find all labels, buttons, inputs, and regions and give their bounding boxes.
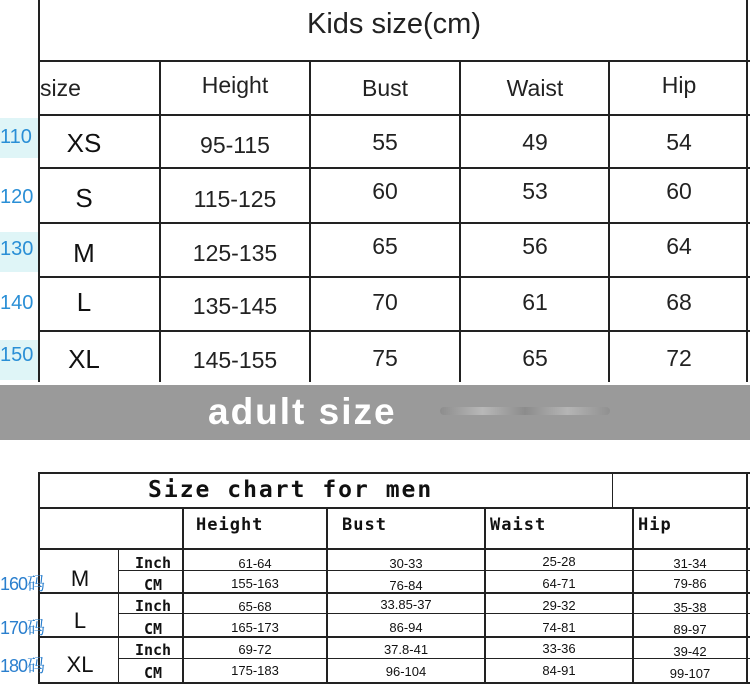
table-border [38, 60, 40, 382]
side-tag: 160码 [0, 574, 45, 594]
row-bust: 60 [372, 178, 398, 204]
value-waist: 29-32 [542, 598, 576, 613]
row-height: 115-125 [193, 186, 277, 212]
header-size: size [40, 75, 81, 101]
table-border [38, 472, 750, 474]
header-bust: Bust [361, 75, 409, 101]
value-bust: 76-84 [389, 578, 423, 593]
row-bust: 65 [372, 233, 398, 259]
side-tag: 180码 [0, 656, 45, 676]
value-waist: 84-91 [542, 663, 576, 678]
header-hip: Hip [638, 515, 672, 535]
men-size-table [38, 472, 750, 686]
row-hip: 72 [666, 345, 692, 371]
row-waist: 49 [522, 129, 548, 155]
value-hip: 89-97 [673, 622, 707, 637]
table-border [38, 167, 750, 169]
value-bust: 30-33 [389, 556, 423, 571]
table-border [38, 548, 750, 550]
table-border [484, 507, 486, 684]
value-bust: 96-104 [385, 664, 427, 679]
group-size: M [70, 566, 90, 591]
value-hip: 39-42 [673, 644, 707, 659]
side-tag: 150 [0, 344, 34, 366]
value-height: 61-64 [238, 556, 272, 571]
table-border [38, 276, 750, 278]
table-border [38, 682, 750, 684]
unit-label: CM [143, 620, 163, 638]
side-tag: 140 [0, 292, 34, 314]
unit-label: CM [143, 576, 163, 594]
header-bust: Bust [342, 515, 387, 535]
header-height: Height [201, 72, 269, 98]
value-bust: 33.85-37 [380, 597, 432, 612]
row-height: 145-155 [192, 347, 278, 373]
table-border [326, 507, 328, 684]
table-border [182, 507, 184, 684]
value-hip: 31-34 [673, 556, 707, 571]
banner-title: adult size [208, 391, 397, 432]
row-height: 95-115 [200, 132, 270, 158]
side-tag: 170码 [0, 618, 45, 638]
row-hip: 64 [666, 233, 692, 259]
row-waist: 53 [522, 178, 548, 204]
unit-label: Inch [134, 597, 172, 615]
row-height: 135-145 [192, 293, 278, 319]
value-hip: 35-38 [673, 600, 707, 615]
value-height: 69-72 [238, 642, 272, 657]
header-height: Height [196, 515, 264, 535]
table-border [118, 548, 119, 684]
table-border [459, 62, 461, 382]
header-waist: Waist [490, 515, 547, 535]
unit-label: Inch [134, 554, 172, 572]
table-border [38, 222, 750, 224]
row-bust: 70 [372, 289, 398, 315]
value-height: 165-173 [231, 620, 279, 635]
value-waist: 25-28 [542, 554, 576, 569]
row-bust: 75 [372, 345, 398, 371]
table-border [608, 62, 610, 382]
table-border [746, 472, 748, 684]
value-waist: 74-81 [542, 620, 576, 635]
value-height: 65-68 [238, 599, 272, 614]
value-waist: 33-36 [542, 641, 576, 656]
value-hip: 79-86 [673, 576, 707, 591]
table-border [38, 114, 750, 116]
row-size: M [73, 238, 95, 268]
table-border [38, 60, 750, 62]
header-hip: Hip [661, 72, 697, 98]
unit-label: CM [143, 664, 163, 682]
side-tag: 110 [0, 126, 32, 148]
row-waist: 61 [522, 289, 548, 315]
group-size: XL [66, 652, 94, 677]
table-border [38, 330, 750, 332]
row-waist: 65 [522, 345, 548, 371]
row-height: 125-135 [192, 240, 278, 266]
row-waist: 56 [522, 233, 548, 259]
row-hip: 68 [666, 289, 692, 315]
row-size: XL [68, 344, 100, 374]
value-bust: 86-94 [389, 620, 423, 635]
row-hip: 54 [666, 129, 692, 155]
men-table-title: Size chart for men [148, 477, 434, 503]
row-size: L [76, 287, 92, 317]
value-bust: 37.8-41 [383, 642, 429, 657]
value-waist: 64-71 [542, 576, 576, 591]
row-bust: 55 [372, 129, 398, 155]
kids-table-title: Kids size(cm) [306, 8, 481, 40]
table-border [159, 62, 161, 382]
side-tag: 120 [0, 186, 34, 208]
group-size: L [73, 608, 87, 633]
row-size: XS [66, 128, 102, 158]
value-height: 155-163 [231, 576, 279, 591]
row-size: S [75, 183, 93, 213]
kids-size-table [38, 0, 750, 382]
table-border [612, 472, 613, 509]
table-border [309, 62, 311, 382]
value-hip: 99-107 [669, 666, 711, 681]
header-waist: Waist [506, 75, 564, 101]
banner-blur [440, 407, 610, 415]
unit-label: Inch [134, 641, 172, 659]
value-height: 175-183 [231, 663, 279, 678]
adult-size-banner [0, 385, 750, 440]
side-tag: 130 [0, 238, 34, 260]
row-hip: 60 [666, 178, 692, 204]
table-border [38, 507, 750, 509]
